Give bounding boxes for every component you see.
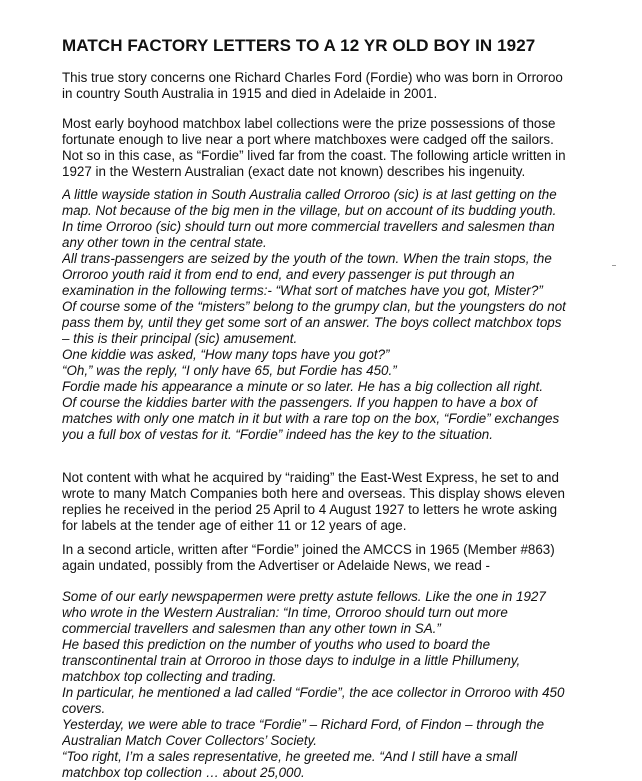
display-description-paragraph (62, 470, 602, 534)
text-line: commercial travellers and salesmen than any other town in SA.” (62, 621, 441, 636)
scan-speck (612, 265, 616, 266)
text-line: All trans-passengers are seized by the youth of the town. When the train stops, the (62, 251, 552, 266)
text-line: This true story concerns one Richard Charles Ford (Fordie) who was born in Orroroo (62, 70, 563, 85)
text-line: He based this prediction on the number of youths who used to board the (62, 637, 491, 652)
text-line: map. Not because of the big men in the village, but on account of its budding youth. (62, 203, 557, 218)
second-article-intro (62, 542, 602, 574)
text-line: In a second article, written after “Fordie” joined the AMCCS in 1965 (Member #863) (62, 542, 555, 557)
text-line: Some of our early newspapermen were pretty astute fellows. Like the one in 1927 (62, 589, 546, 604)
text-line: “Too right, I’m a sales representative, he greeted me. “And I still have a small (62, 749, 517, 764)
text-line: In particular, he mentioned a lad called “Fordie”, the ace collector in Orroroo with 450 (62, 685, 565, 700)
intro-paragraph (62, 70, 602, 102)
text-line: matchbox top collection … about 25,000. (62, 765, 305, 780)
text-line: Yesterday, we were able to trace “Fordie” – Richard Ford, of Findon – through the (62, 717, 545, 732)
quoted-article-1927 (62, 187, 602, 443)
text-line: who wrote in the Western Australian: “In time, Orroroo should turn out more (62, 605, 508, 620)
text-line: Fordie made his appearance a minute or so later. He has a big collection all right. (62, 379, 544, 394)
text-line: Of course the kiddies barter with the passengers. If you happen to have a box of (62, 395, 537, 410)
text-line: you a full box of vestas for it. “Fordie” indeed has the key to the situation. (62, 427, 493, 442)
text-line: matchbox top collecting and trading. (62, 669, 277, 684)
text-line: “Oh,” was the reply, “I only have 65, but Fordie has 450.” (62, 363, 397, 378)
text-line: Most early boyhood matchbox label collections were the prize possessions of those (62, 116, 556, 131)
text-line: A little wayside station in South Australia called Orroroo (sic) is at last getting on the (62, 187, 557, 202)
quoted-article-second (62, 589, 602, 781)
text-line: Not so in this case, as “Fordie” lived far from the coast. The following article written in (62, 148, 566, 163)
text-line: Australian Match Cover Collectors’ Society. (62, 733, 318, 748)
text-line: fortunate enough to live near a port where matchboxes were cadged off the sailors. (62, 132, 554, 147)
text-line: – this is their principal (sic) amusement. (62, 331, 298, 346)
text-line: again undated, possibly from the Advertiser or Adelaide News, we read - (62, 558, 490, 573)
text-line: covers. (62, 701, 106, 716)
text-line: One kiddie was asked, “How many tops have you got?” (62, 347, 390, 362)
text-line: examination in the following terms:- “What sort of matches have you got, Mister?” (62, 283, 543, 298)
text-line: Not content with what he acquired by “raiding” the East-West Express, he set to and (62, 470, 559, 485)
text-line: transcontinental train at Orroroo in those days to indulge in a little Phillumeny, (62, 653, 521, 668)
text-line: 1927 in the Western Australian (exact date not known) describes his ingenuity. (62, 164, 526, 179)
document-title: MATCH FACTORY LETTERS TO A 12 YR OLD BOY IN 1927 (62, 36, 536, 55)
text-line: in country South Australia in 1915 and died in Adelaide in 2001. (62, 86, 438, 101)
text-line: Of course some of the “misters” belong to the grumpy clan, but the youngsters do not (62, 299, 566, 314)
text-line: Orroroo youth raid it from end to end, and every passenger is put through an (62, 267, 515, 282)
text-line: replies he received in the period 25 April to 4 August 1927 to letters he wrote asking (62, 502, 558, 517)
background-paragraph (62, 116, 602, 180)
text-line: In time Orroroo (sic) should turn out more commercial travellers and salesmen than (62, 219, 555, 234)
text-line: any other town in the central state. (62, 235, 267, 250)
text-line: matches with only one match in it but with a rare top on the box, “Fordie” exchanges (62, 411, 560, 426)
text-line: pass them by, until they get some sort of an answer. The boys collect matchbox tops (62, 315, 562, 330)
text-line: for labels at the tender age of either 11 or 12 years of age. (62, 518, 407, 533)
text-line: wrote to many Match Companies both here and overseas. This display shows eleven (62, 486, 565, 501)
